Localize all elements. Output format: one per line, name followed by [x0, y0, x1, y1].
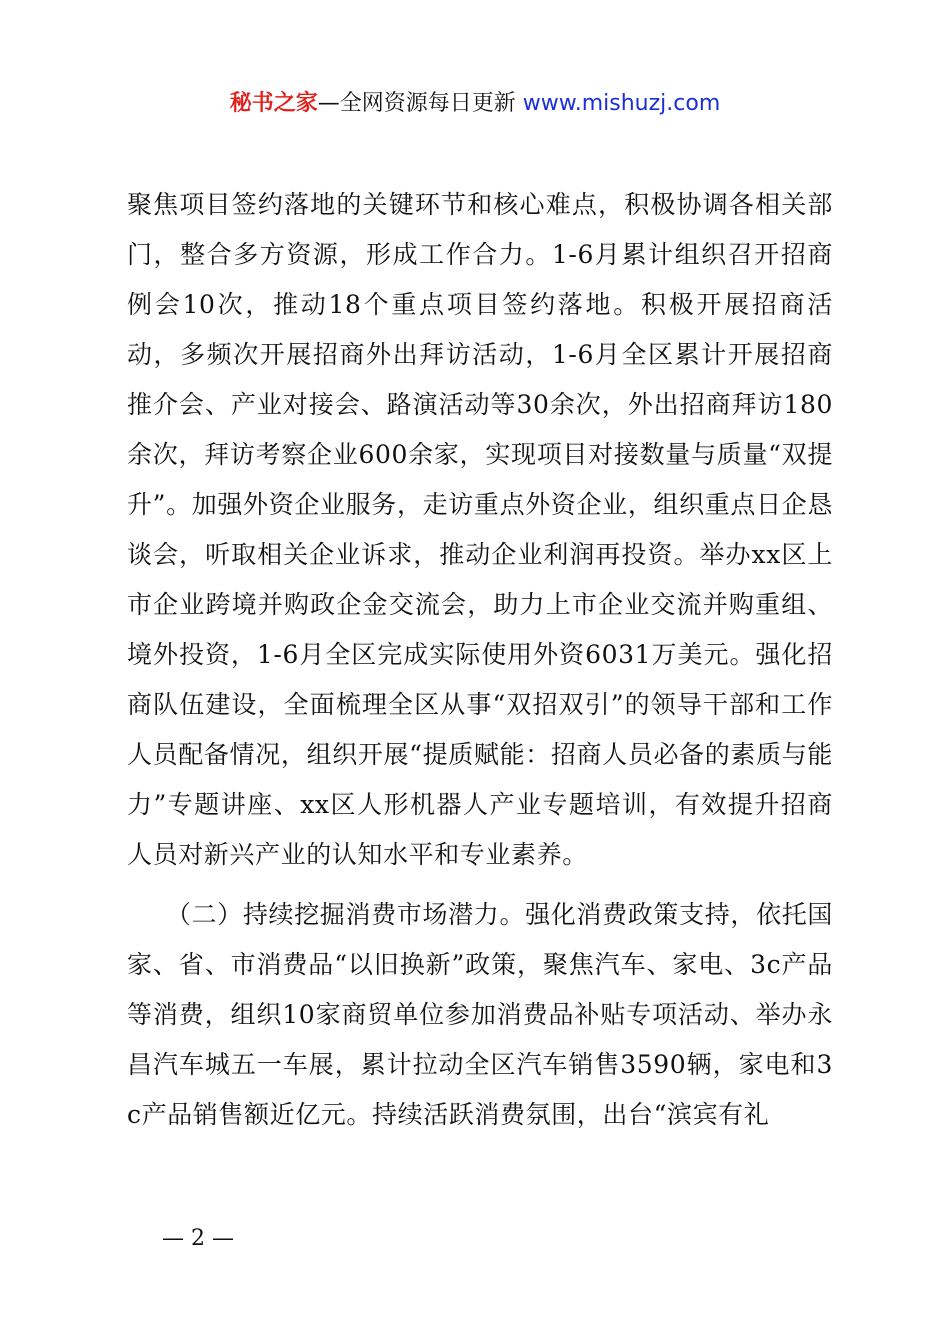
page-number: — 2 —	[162, 1226, 234, 1251]
brand-name: 秘书之家	[229, 91, 318, 116]
site-url-link[interactable]: www.mishuzj.com	[522, 91, 721, 116]
paragraph-consumption: （二）持续挖掘消费市场潜力。强化消费政策支持，依托国家、省、市消费品“以旧换新”政策，聚焦汽车、家电、3c产品等消费，组织10家商贸单位参加消费品补贴专项活动、举办永昌汽车城五一车展，累计拉动全区汽车销售3590辆，家电和3c产品销售额近亿元。持续活跃消费氛围，出台“滨宾有礼	[127, 900, 833, 1129]
paragraph-investment: 聚焦项目签约落地的关键环节和核心难点，积极协调各相关部门，整合多方资源，形成工作合力。1-6月累计组织召开招商例会10次，推动18个重点项目签约落地。积极开展招商活动，多频次开展招商外出拜访活动，1-6月全区累计开展招商推介会、产业对接会、路演活动等30余次，外出招商拜访180余次，拜访考察企业600余家，实现项目对接数量与质量“双提升”。加强外资企业服务，走访重点外资企业，组织重点日企恳谈会，听取相关企业诉求，推动企业利润再投资。举办xx区上市企业跨境并购政企金交流会，助力上市企业交流并购重组、境外投资，1-6月全区完成实际使用外资6031万美元。强化招商队伍建设，全面梳理全区从事“双招双引”的领导干部和工作人员配备情况，组织开展“提质赋能：招商人员必备的素质与能力”专题讲座、xx区人形机器人产业专题培训，有效提升招商人员对新兴产业的认知水平和专业素养。	[127, 190, 833, 869]
site-banner	[0, 86, 950, 122]
banner-tagline: —全网资源每日更新	[317, 91, 523, 116]
document-body	[127, 180, 833, 1140]
